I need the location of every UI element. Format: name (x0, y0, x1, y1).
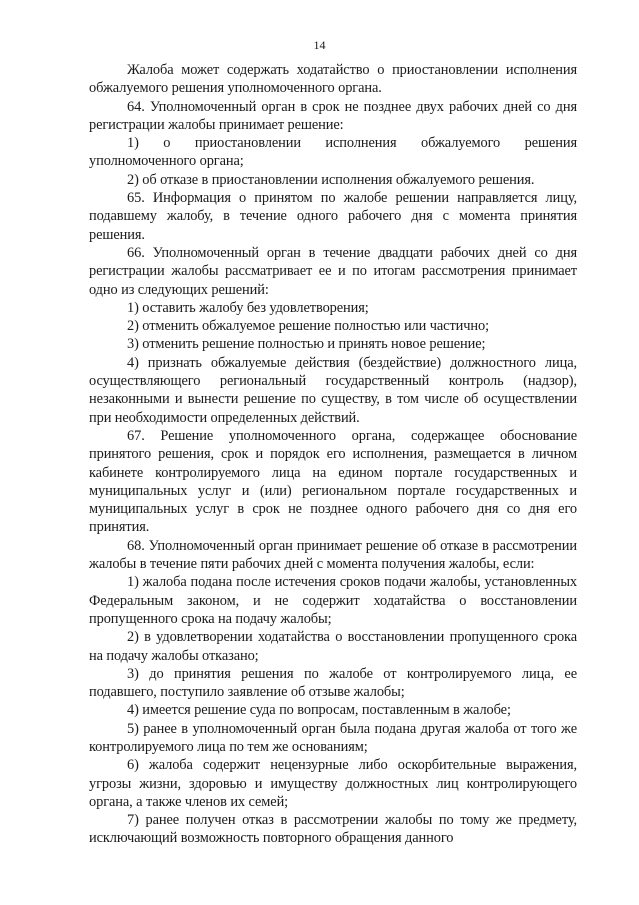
paragraph-64: 64. Уполномоченный орган в срок не позднее двух рабочих дней со дня регистрации жалобы принимает решение: (89, 98, 577, 133)
paragraph-64-item-1: 1) о приостановлении исполнения обжалуемого решения уполномоченного органа; (89, 135, 577, 170)
paragraph-66-item-3: 3) отменить решение полностью и принять новое решение; (127, 336, 486, 353)
paragraph-64-item-2: 2) об отказе в приостановлении исполнения обжалуемого решения. (127, 171, 535, 188)
page-number: 14 (313, 38, 326, 52)
paragraph-68: 68. Уполномоченный орган принимает решение об отказе в рассмотрении жалобы в течение пяти рабочих дней с момента получения жалобы, если: (89, 537, 577, 573)
paragraph-68-item-1: 1) жалоба подана после истечения сроков подачи жалобы, установленных Федеральным законом, и не содержит ходатайства о восстановлении пропущенного срока на подачу жалобы; (89, 574, 577, 627)
paragraph-68-item-5: 5) ранее в уполномоченный орган была подана другая жалоба от того же контролируемого лица по тем же основаниям; (89, 720, 577, 755)
paragraph-68-item-6: 6) жалоба содержит нецензурные либо оскорбительные выражения, угрозы жизни, здоровью и имуществу должностных лиц контролирующего органа, а также членов их семей; (89, 757, 577, 810)
paragraph-68-item-2: 2) в удовлетворении ходатайства о восстановлении пропущенного срока на подачу жалобы отказано; (89, 629, 577, 664)
paragraph-68-item-4: 4) имеется решение суда по вопросам, поставленным в жалобе; (127, 702, 511, 719)
paragraph-65: 65. Информация о принятом по жалобе решении направляется лицу, подавшему жалобу, в течение одного рабочего дня с момента принятия решения. (89, 190, 577, 243)
paragraph-66-item-2: 2) отменить обжалуемое решение полностью или частично; (127, 318, 489, 335)
paragraph-68-item-7: 7) ранее получен отказ в рассмотрении жалобы по тому же предмету, исключающий возможность повторного обращения данного (89, 812, 577, 847)
paragraph-68-item-3: 3) до принятия решения по жалобе от контролируемого лица, ее подавшего, поступило заявление об отзыве жалобы; (89, 665, 577, 701)
paragraph-complaint-petition: Жалоба может содержать ходатайство о приостановлении исполнения обжалуемого решения уполномоченного органа. (89, 62, 577, 97)
paragraph-66: 66. Уполномоченный орган в течение двадцати рабочих дней со дня регистрации жалобы рассматривает ее и по итогам рассмотрения принимает одно из следующих решений: (89, 244, 577, 298)
paragraph-66-item-1: 1) оставить жалобу без удовлетворения; (127, 299, 369, 316)
paragraph-66-item-4: 4) признать обжалуемые действия (бездействие) должностного лица, осуществляющего региональный государственный контроль (надзор), незаконными и вынести решение по существу, в том числе об осуществлении при необходимости определенных действий. (89, 354, 577, 426)
document-body (89, 61, 577, 848)
paragraph-67: 67. Решение уполномоченного органа, содержащее обоснование принятого решения, срок и порядок его исполнения, размещается в личном кабинете контролируемого лица на едином портале государственных и муниципальных услуг и (или) региональном портале государственных и муниципальных услуг в срок не позднее одного рабочего дня со дня его принятия. (89, 427, 577, 536)
